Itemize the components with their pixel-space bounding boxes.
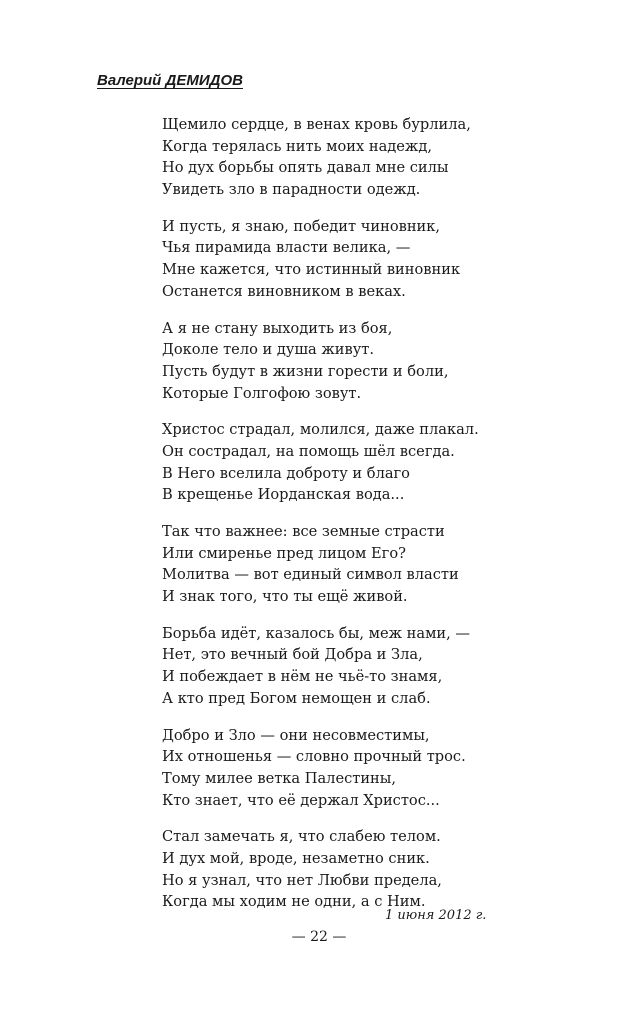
poem-line: Кто знает, что её держал Христос... <box>162 791 440 809</box>
author-header: Валерий ДЕМИДОВ <box>97 72 243 89</box>
poem-line: В крещенье Иорданская вода... <box>162 486 405 504</box>
poem-line: Добро и Зло — они несовместимы, <box>162 726 430 744</box>
poem-line: Но я узнал, что нет Любви предела, <box>162 871 442 889</box>
poem-line: А кто пред Богом немощен и слаб. <box>162 689 431 707</box>
poem-line: Доколе тело и душа живут. <box>162 341 375 359</box>
poem-line: В Него вселила доброту и благо <box>162 464 410 482</box>
poem-line: И дух мой, вроде, незаметно сник. <box>162 849 430 867</box>
poem-line: Так что важнее: все земные страсти <box>162 523 445 540</box>
poem-line: Которые Голгофою зовут. <box>162 384 362 402</box>
poem-line: Их отношенья — словно прочный трос. <box>162 748 466 766</box>
stanza-3 <box>162 318 522 405</box>
stanza-8 <box>162 826 522 913</box>
poem-line: Пусть будут в жизни горести и боли, <box>162 362 449 380</box>
poem-line: Когда мы ходим не одни, а с Ним. <box>162 893 426 911</box>
stanza-7 <box>162 725 522 812</box>
poem-line: Щемило сердце, в венах кровь бурлила, <box>162 116 471 133</box>
poem-line: Мне кажется, что истинный виновник <box>162 261 461 279</box>
poem-line: Останется виновником в веках. <box>162 282 406 300</box>
poem-line: Христос страдал, молился, даже плакал. <box>162 421 479 439</box>
poem-line: И пусть, я знаю, победит чиновник, <box>162 217 441 235</box>
poem-date: 1 июня 2012 г. <box>385 908 487 923</box>
poem-line: И знак того, что ты ещё живой. <box>162 588 408 606</box>
stanza-2 <box>162 216 522 303</box>
stanza-4 <box>162 419 522 506</box>
poem-line: Он сострадал, на помощь шёл всегда. <box>162 442 455 460</box>
page-number: — 22 — <box>291 929 347 945</box>
poem-line: Борьба идёт, казалось бы, меж нами, — <box>162 624 471 642</box>
poem-line: Молитва — вот единый символ власти <box>162 566 459 584</box>
poem-line: Увидеть зло в парадности одежд. <box>162 181 421 199</box>
poem-line: Чья пирамида власти велика, — <box>162 239 411 257</box>
poem-line: Тому милее ветка Палестины, <box>162 769 397 787</box>
poem <box>162 114 522 928</box>
poem-line: И побеждает в нём не чьё-то знамя, <box>162 668 443 686</box>
stanza-6 <box>162 623 522 710</box>
poem-line: Нет, это вечный бой Добра и Зла, <box>162 646 423 664</box>
poem-line: Когда терялась нить моих надежд, <box>162 137 432 155</box>
poem-line: Или смиренье пред лицом Его? <box>162 544 406 562</box>
poem-line: А я не стану выходить из боя, <box>162 319 393 337</box>
poem-line: Стал замечать я, что слабею телом. <box>162 828 441 846</box>
poem-line: Но дух борьбы опять давал мне силы <box>162 159 449 177</box>
stanza-5 <box>162 521 522 608</box>
stanza-1 <box>162 114 522 201</box>
